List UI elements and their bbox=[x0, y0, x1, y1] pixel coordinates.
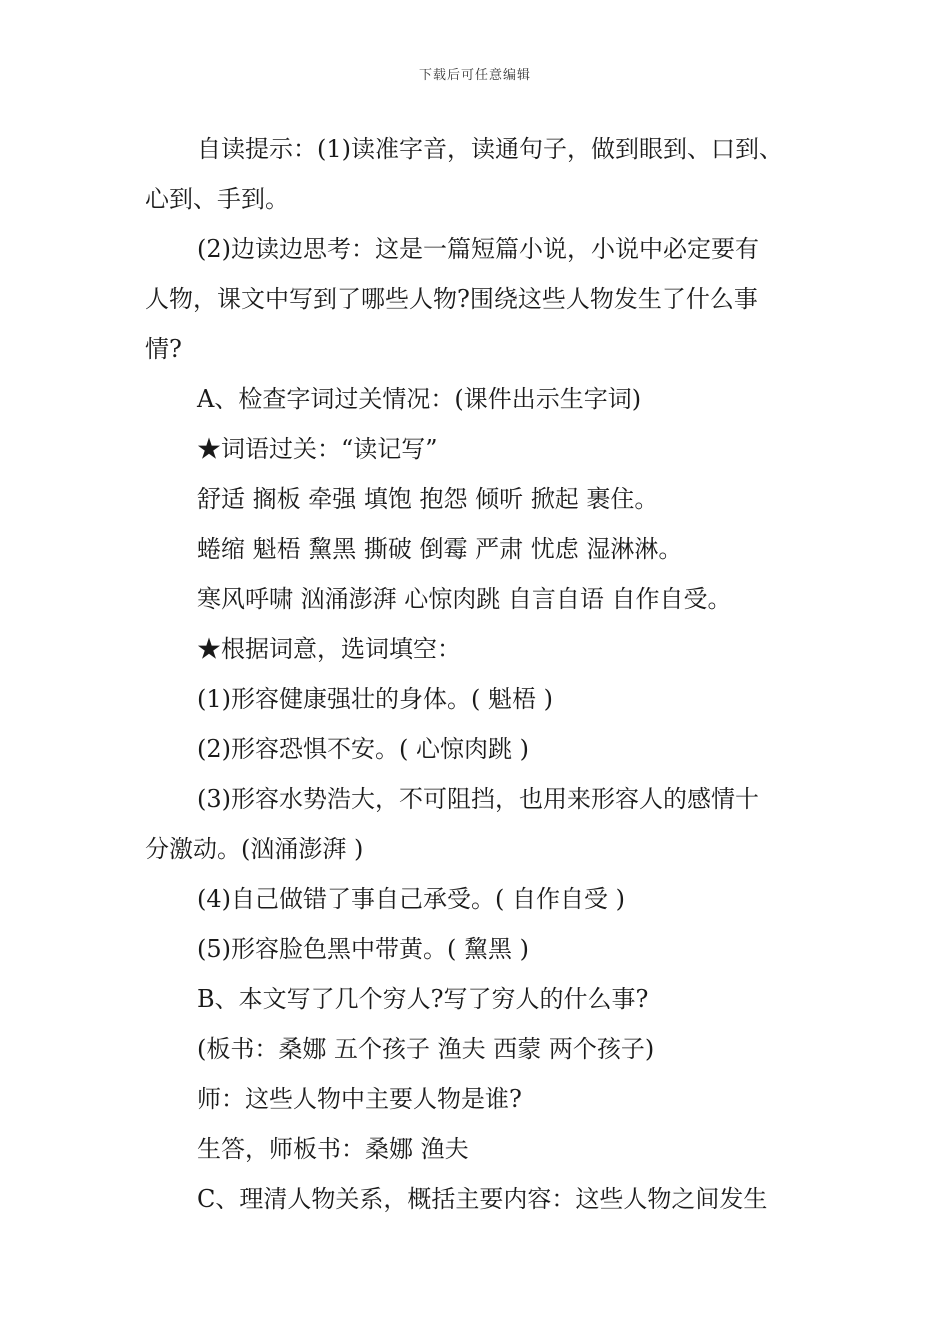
text-line: (2)边读边思考：这是一篇短篇小说，小说中必定要有 bbox=[197, 235, 759, 263]
exercise-item: (1)形容健康强壮的身体。( 魁梧 ) bbox=[197, 685, 553, 713]
text-line: B、本文写了几个穷人?写了穷人的什么事? bbox=[197, 985, 649, 1013]
word-list-line: 蜷缩 魁梧 黧黑 撕破 倒霉 严肃 忧虑 湿淋淋。 bbox=[197, 535, 683, 563]
text-line: (板书：桑娜 五个孩子 渔夫 西蒙 两个孩子) bbox=[197, 1035, 655, 1063]
exercise-item: (2)形容恐惧不安。( 心惊肉跳 ) bbox=[197, 735, 529, 763]
exercise-item: (4)自己做错了事自己承受。( 自作自受 ) bbox=[197, 885, 625, 913]
exercise-item: (3)形容水势浩大，不可阻挡，也用来形容人的感情十 bbox=[197, 785, 759, 813]
word-list-line: 寒风呼啸 汹涌澎湃 心惊肉跳 自言自语 自作自受。 bbox=[197, 585, 732, 613]
text-line: 师：这些人物中主要人物是谁? bbox=[197, 1085, 522, 1113]
page-header: 下载后可任意编辑 bbox=[418, 68, 531, 83]
word-list-line: 舒适 搁板 牵强 填饱 抱怨 倾听 掀起 裹住。 bbox=[197, 485, 659, 513]
text-line: 情? bbox=[145, 335, 182, 363]
text-line: ★词语过关：“读记写” bbox=[197, 435, 438, 463]
text-line: 生答，师板书：桑娜 渔夫 bbox=[197, 1135, 469, 1163]
exercise-item: 分激动。(汹涌澎湃 ) bbox=[145, 835, 364, 863]
text-line: A、检查字词过关情况：(课件出示生字词) bbox=[197, 385, 642, 413]
text-line: ★根据词意，选词填空： bbox=[197, 635, 461, 663]
text-line: 心到、手到。 bbox=[145, 185, 289, 213]
text-line: 人物，课文中写到了哪些人物?围绕这些人物发生了什么事 bbox=[145, 285, 758, 313]
exercise-item: (5)形容脸色黑中带黄。( 黧黑 ) bbox=[197, 935, 529, 963]
text-line: 自读提示：(1)读准字音，读通句子，做到眼到、口到、 bbox=[197, 135, 783, 163]
text-line: C、理清人物关系，概括主要内容：这些人物之间发生 bbox=[197, 1185, 768, 1213]
document-body bbox=[145, 124, 815, 1224]
